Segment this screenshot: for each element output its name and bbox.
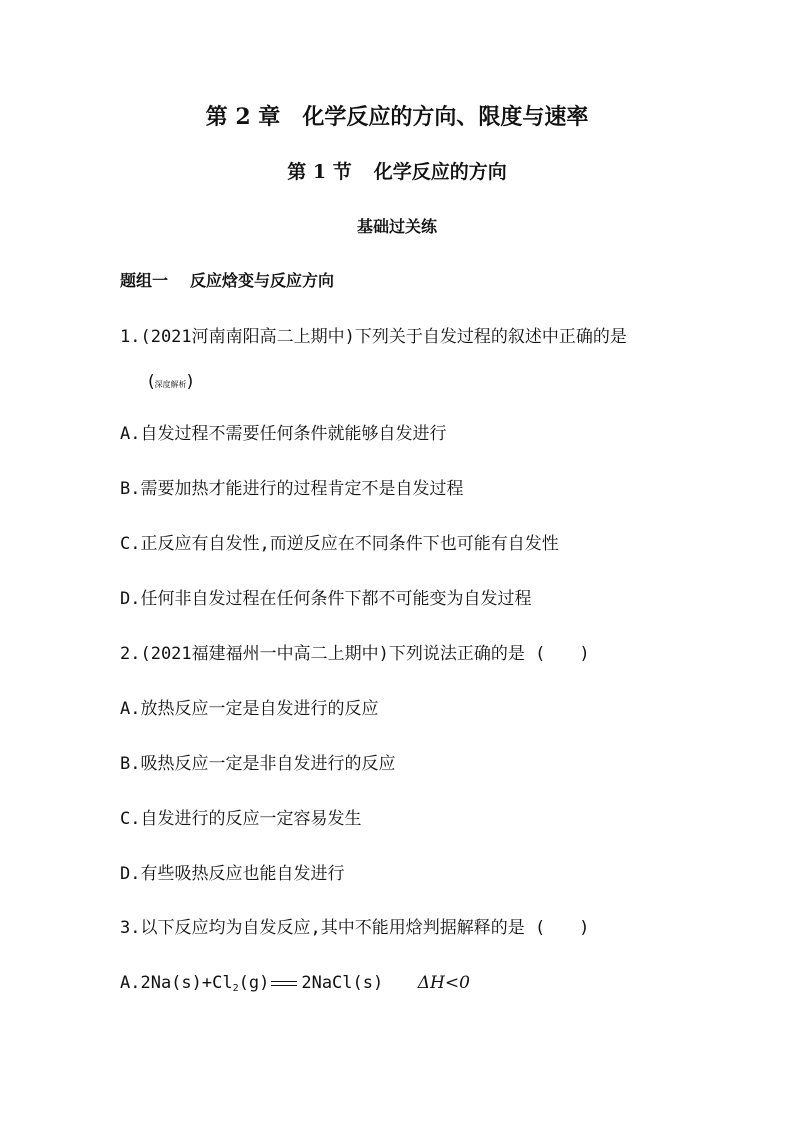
question-2-stem: 2.(2021福建福州一中高二上期中)下列说法正确的是 ( ) <box>120 644 590 664</box>
question-1-option-d: D.任何非自发过程在任何条件下都不可能变为自发过程 <box>120 589 532 609</box>
practice-title: 基础过关练 <box>356 217 437 236</box>
chapter-label: 第 2 章 <box>205 104 281 130</box>
question-1-stem: 1.(2021河南南阳高二上期中)下列关于自发过程的叙述中正确的是 <box>120 327 627 347</box>
question-1-option-c: C.正反应有自发性,而逆反应在不同条件下也可能有自发性 <box>120 534 559 554</box>
analysis-tag: 深度解析 <box>154 380 187 389</box>
group-title: 反应焓变与反应方向 <box>190 271 335 290</box>
chapter-heading <box>0 104 794 130</box>
chapter-title: 化学反应的方向、限度与速率 <box>302 104 589 130</box>
question-1-option-a: A.自发过程不需要任何条件就能够自发进行 <box>120 424 447 444</box>
equation-state: (g) <box>238 973 270 993</box>
question-2-option-b: B.吸热反应一定是非自发进行的反应 <box>120 754 396 774</box>
group-heading <box>120 271 334 291</box>
equals-sign <box>271 981 297 986</box>
chlorine-subscript: 2 <box>232 983 239 994</box>
enthalpy-condition: ΔH<0 <box>417 973 470 993</box>
group-label: 题组一 <box>120 271 169 290</box>
question-2-option-c: C.自发进行的反应一定容易发生 <box>120 809 362 829</box>
question-3-stem: 3.以下反应均为自发反应,其中不能用焓判据解释的是 ( ) <box>120 918 590 938</box>
question-2-option-a: A.放热反应一定是自发进行的反应 <box>120 699 379 719</box>
section-heading <box>0 160 794 184</box>
question-3-option-a <box>120 973 470 993</box>
section-title: 化学反应的方向 <box>373 161 507 183</box>
section-label: 第 1 节 <box>287 161 352 183</box>
question-1-option-b: B.需要加热才能进行的过程肯定不是自发过程 <box>120 479 464 499</box>
equation-product: 2NaCl(s) <box>301 973 384 993</box>
equation-reactants: A.2Na(s)+Cl <box>120 973 233 993</box>
question-2-option-d: D.有些吸热反应也能自发进行 <box>120 864 345 884</box>
question-1-tag: (深度解析) <box>148 372 194 392</box>
